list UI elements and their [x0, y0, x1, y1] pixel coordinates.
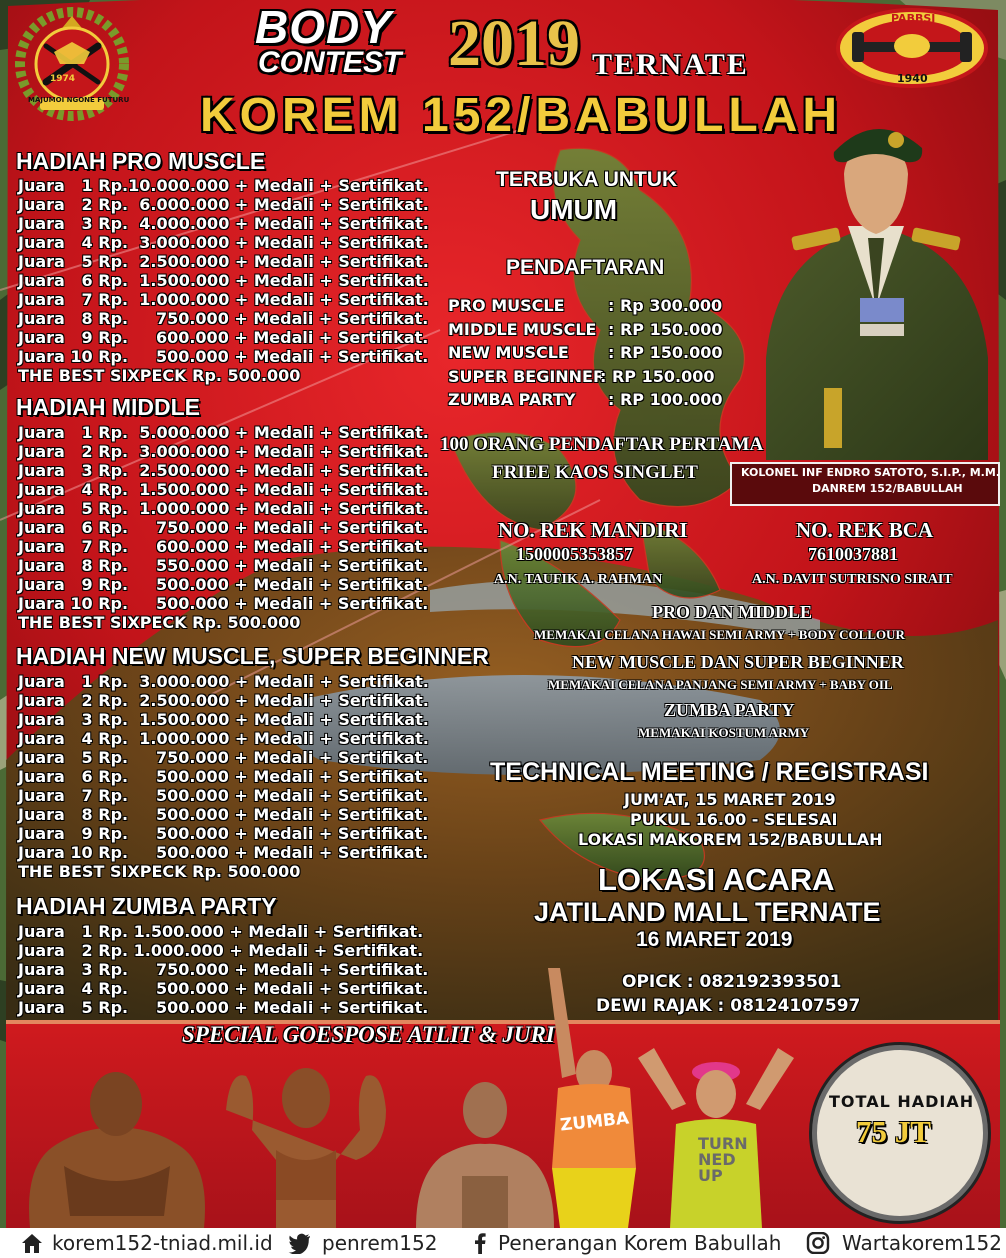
prize-row: Juara 2 Rp. 6.000.000 + Medali + Sertifikat.	[18, 195, 429, 214]
prize-row: Juara 8 Rp. 550.000 + Medali + Sertifikat.	[18, 556, 429, 575]
prize-row: Juara 9 Rp. 600.000 + Medali + Sertifikat.	[18, 328, 429, 347]
commander-title: DANREM 152/BABULLAH	[812, 482, 963, 495]
fee-price: : RP 150.000	[600, 367, 715, 386]
bank-bca-label: NO. REK BCA	[796, 518, 934, 542]
title-body: BODY	[255, 1, 392, 53]
prize-row: Juara 6 Rp. 750.000 + Medali + Sertifikat.	[18, 518, 429, 537]
venue-heading: LOKASI ACARA	[598, 862, 835, 897]
footer-website-link[interactable]: korem152-tniad.mil.id	[52, 1231, 273, 1255]
special-guests-heading: SPECIAL GOESPOSE ATLIT & JURI	[182, 1022, 555, 1047]
contact-opick: OPICK : 082192393501	[622, 972, 842, 992]
middle-list	[18, 423, 429, 632]
facebook-icon	[468, 1232, 492, 1254]
fee-name: PRO MUSCLE	[448, 296, 565, 315]
pabbsi-logo-year: 1940	[897, 72, 928, 85]
meeting-place: LOKASI MAKOREM 152/BABULLAH	[578, 830, 883, 849]
prize-row: Juara 4 Rp. 3.000.000 + Medali + Sertifikat.	[18, 233, 429, 252]
attire-class-new-muscle: NEW MUSCLE DAN SUPER BEGINNER	[572, 652, 904, 672]
commander-name: KOLONEL INF ENDRO SATOTO, S.I.P., M.M.	[741, 466, 1000, 479]
title-city: TERNATE	[592, 48, 749, 81]
prize-row: Juara 5 Rp. 1.000.000 + Medali + Sertifikat.	[18, 499, 429, 518]
prize-row: Juara 8 Rp. 500.000 + Medali + Sertifikat.	[18, 805, 429, 824]
venue-date: 16 MARET 2019	[636, 928, 793, 951]
prize-row: Juara 6 Rp. 500.000 + Medali + Sertifikat.	[18, 767, 429, 786]
prize-row: Juara 1 Rp. 3.000.000 + Medali + Sertifikat.	[18, 672, 429, 691]
prize-row: Juara 4 Rp. 500.000 + Medali + Sertifikat.	[18, 979, 429, 998]
prize-row: Juara 3 Rp. 2.500.000 + Medali + Sertifikat.	[18, 461, 429, 480]
prize-row: Juara 10 Rp. 500.000 + Medali + Sertifikat.	[18, 347, 429, 366]
promo-first-registrants: 100 ORANG PENDAFTAR PERTAMA	[440, 434, 764, 455]
prize-row: Juara 8 Rp. 750.000 + Medali + Sertifikat.	[18, 309, 429, 328]
fee-name: ZUMBA PARTY	[448, 390, 576, 409]
prize-row: Juara 9 Rp. 500.000 + Medali + Sertifikat.	[18, 575, 429, 594]
registration-heading: PENDAFTARAN	[506, 256, 665, 279]
prize-row: Juara 10 Rp. 500.000 + Medali + Sertifikat.	[18, 594, 429, 613]
prize-row: Juara 3 Rp. 1.500.000 + Medali + Sertifikat.	[18, 710, 429, 729]
guest-shirt-zumba: ZUMBA	[559, 1108, 631, 1136]
meeting-time: PUKUL 16.00 - SELESAI	[630, 810, 838, 829]
fee-price: : RP 150.000	[608, 343, 723, 362]
footer-twitter-link[interactable]: penrem152	[322, 1231, 438, 1255]
prize-row: Juara 5 Rp. 500.000 + Medali + Sertifikat.	[18, 998, 429, 1017]
prize-row: Juara 4 Rp. 1.500.000 + Medali + Sertifikat.	[18, 480, 429, 499]
footer-facebook-link[interactable]: Penerangan Korem Babullah	[498, 1231, 782, 1255]
guest-shirt-turned-up: TURN NED UP	[698, 1134, 748, 1185]
footer-bar	[0, 1228, 1006, 1258]
prize-row: Juara 9 Rp. 500.000 + Medali + Sertifikat.	[18, 824, 429, 843]
prize-row: Juara 7 Rp. 600.000 + Medali + Sertifikat.	[18, 537, 429, 556]
guest-athlete-3-photo	[412, 1066, 558, 1228]
attire-rule-zumba: MEMAKAI KOSTUM ARMY	[638, 725, 810, 740]
attire-class-pro-middle: PRO DAN MIDDLE	[652, 602, 812, 622]
prize-row: Juara 1 Rp.10.000.000 + Medali + Sertifikat.	[18, 176, 429, 195]
zumba-heading: HADIAH ZUMBA PARTY	[16, 893, 277, 919]
prize-row: Juara 5 Rp. 2.500.000 + Medali + Sertifikat.	[18, 252, 429, 271]
title-contest: CONTEST	[258, 46, 402, 79]
meeting-date: JUM'AT, 15 MARET 2019	[624, 790, 836, 809]
guest-athlete-1-photo	[24, 1046, 210, 1228]
left-logo-motto: MAJUMOI NGONE FUTURU	[28, 96, 130, 104]
prize-row: Juara 5 Rp. 750.000 + Medali + Sertifikat.	[18, 748, 429, 767]
prize-row: Juara 1 Rp. 1.500.000 + Medali + Sertifikat.	[18, 922, 424, 941]
title-year: 2019	[448, 7, 580, 80]
total-prize-amount: 75 JT	[856, 1114, 931, 1149]
middle-heading: HADIAH MIDDLE	[16, 394, 200, 420]
prize-row: Juara 3 Rp. 750.000 + Medali + Sertifikat.	[18, 960, 429, 979]
prize-row: Juara 3 Rp. 4.000.000 + Medali + Sertifikat.	[18, 214, 429, 233]
open-for-public: UMUM	[530, 194, 618, 225]
prize-row: Juara 4 Rp. 1.000.000 + Medali + Sertifikat.	[18, 729, 429, 748]
total-prize-label: TOTAL HADIAH	[829, 1092, 975, 1111]
left-logo-year: 1974	[50, 74, 76, 84]
fee-price: : RP 100.000	[608, 390, 723, 409]
guest-athlete-2-photo	[206, 1050, 406, 1228]
attire-class-zumba: ZUMBA PARTY	[664, 700, 795, 720]
open-for-label: TERBUKA UNTUK	[496, 168, 678, 191]
fee-name: NEW MUSCLE	[448, 343, 569, 362]
pro-muscle-list	[18, 176, 429, 385]
prize-row: Juara 2 Rp. 3.000.000 + Medali + Sertifikat.	[18, 442, 429, 461]
prize-row: Juara 10 Rp. 500.000 + Medali + Sertifikat.	[18, 843, 429, 862]
bank-bca-number: 7610037881	[808, 544, 898, 564]
sixpack-prize: THE BEST SIXPECK Rp. 500.000	[18, 862, 301, 881]
pabbsi-logo-name: PABBSI	[891, 12, 936, 25]
zumba-list	[18, 922, 428, 1017]
technical-meeting-heading: TECHNICAL MEETING / REGISTRASI	[490, 758, 929, 786]
prize-row: Juara 7 Rp. 500.000 + Medali + Sertifikat.	[18, 786, 429, 805]
attire-rule-new-muscle: MEMAKAI CELANA PANJANG SEMI ARMY + BABY OIL	[548, 677, 893, 692]
pro-muscle-heading: HADIAH PRO MUSCLE	[16, 148, 266, 174]
bank-bca-holder: A.N. DAVIT SUTRISNO SIRAIT	[752, 572, 953, 587]
fee-price: : Rp 300.000	[608, 296, 723, 315]
prize-row: Juara 7 Rp. 1.000.000 + Medali + Sertifikat.	[18, 290, 429, 309]
fee-name: MIDDLE MUSCLE	[448, 320, 597, 339]
sixpack-prize: THE BEST SIXPECK Rp. 500.000	[18, 613, 301, 632]
home-icon	[20, 1232, 44, 1254]
bank-mandiri-holder: A.N. TAUFIK A. RAHMAN	[494, 572, 663, 587]
korem-emblem-logo	[14, 4, 130, 130]
title-organizer: KOREM 152/BABULLAH	[200, 89, 843, 142]
commander-portrait	[756, 108, 996, 460]
bank-mandiri-number: 1500005353857	[516, 544, 633, 564]
new-muscle-list	[18, 672, 429, 881]
prize-row: Juara 2 Rp. 2.500.000 + Medali + Sertifikat.	[18, 691, 429, 710]
venue-name: JATILAND MALL TERNATE	[534, 897, 881, 927]
instagram-icon	[806, 1232, 830, 1254]
fee-name: SUPER BEGINNER	[448, 367, 606, 386]
prize-row: Juara 1 Rp. 5.000.000 + Medali + Sertifikat.	[18, 423, 429, 442]
prize-row: Juara 2 Rp. 1.000.000 + Medali + Sertifikat.	[18, 941, 424, 960]
promo-free-singlet: FRIEE KAOS SINGLET	[492, 462, 698, 483]
prize-row: Juara 6 Rp. 1.500.000 + Medali + Sertifikat.	[18, 271, 429, 290]
contact-dewi: DEWI RAJAK : 08124107597	[596, 996, 861, 1016]
twitter-icon	[288, 1232, 312, 1254]
sixpack-prize: THE BEST SIXPECK Rp. 500.000	[18, 366, 301, 385]
new-muscle-heading: HADIAH NEW MUSCLE, SUPER BEGINNER	[16, 643, 489, 669]
bank-mandiri-label: NO. REK MANDIRI	[498, 518, 688, 542]
footer-instagram-link[interactable]: Wartakorem152	[842, 1231, 1002, 1255]
fee-price: : RP 150.000	[608, 320, 723, 339]
attire-rule-pro-middle: MEMAKAI CELANA HAWAI SEMI ARMY + BODY COLLOUR	[534, 627, 905, 642]
